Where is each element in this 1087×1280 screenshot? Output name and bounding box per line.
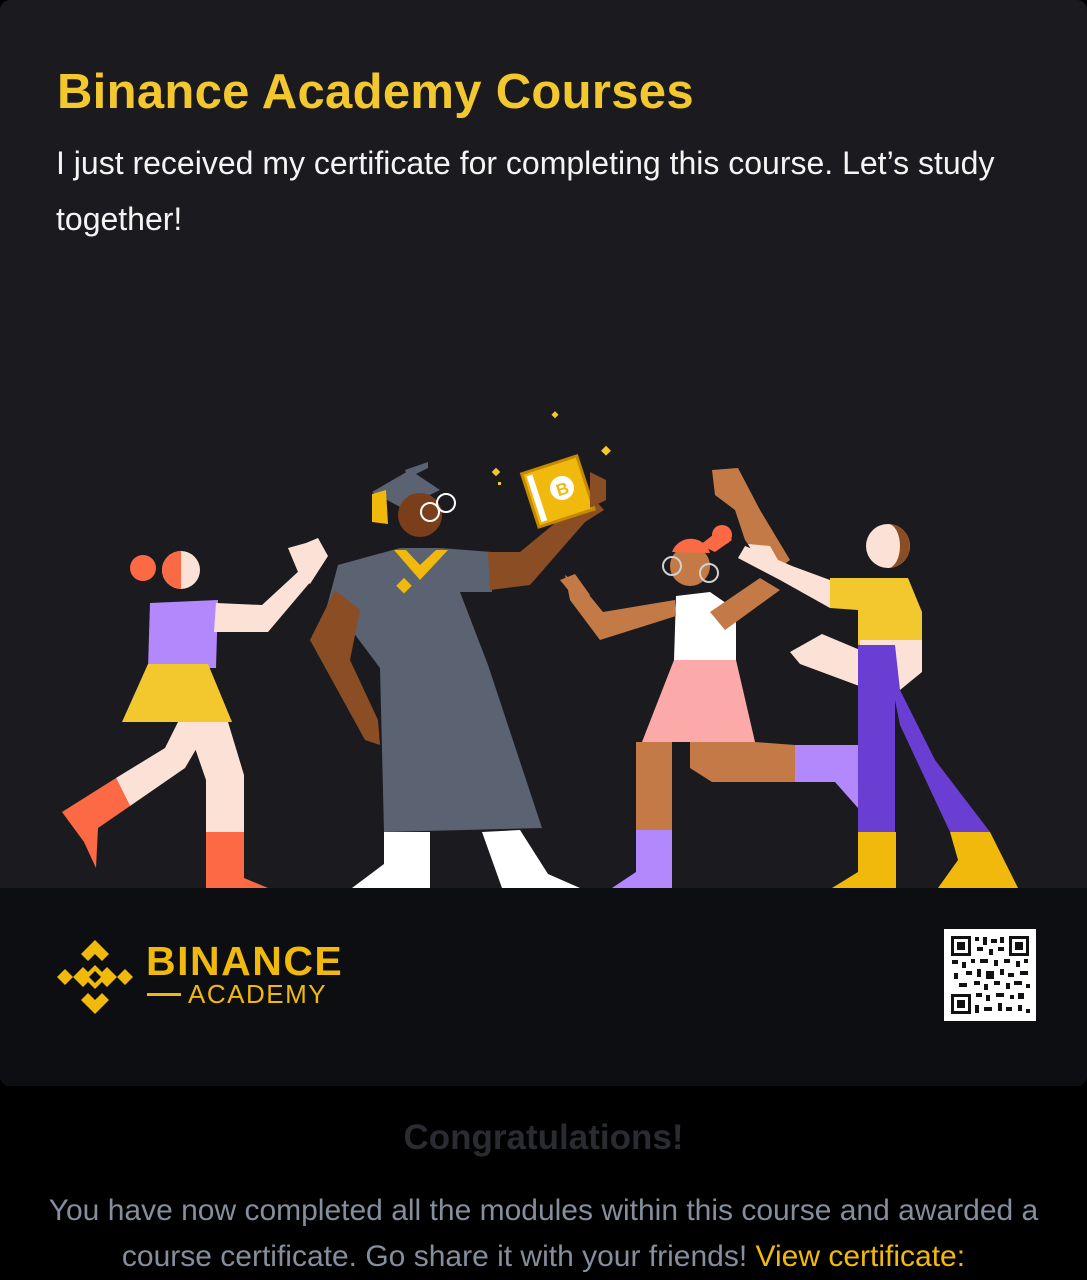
congrats-message xyxy=(0,1188,1087,1280)
figure-girl-left xyxy=(62,538,328,888)
figure-girl-pink-skirt xyxy=(560,468,858,888)
card-title: Binance Academy Courses xyxy=(57,65,694,119)
figure-man-yellow xyxy=(738,524,1018,888)
card-footer xyxy=(0,888,1087,1086)
brand-subtitle: ACADEMY xyxy=(188,979,328,1009)
qr-code-icon xyxy=(944,929,1036,1021)
congrats-body: You have now completed all the modules within this course and awarded a course certificate. Go share it with your friends! xyxy=(48,1194,1039,1273)
figure-graduate xyxy=(310,456,606,888)
brand-name: BINANCE xyxy=(146,938,344,984)
card-message: I just received my certificate for completing this course. Let’s study together! xyxy=(56,145,995,237)
brand-divider xyxy=(147,993,181,996)
celebration-illustration xyxy=(0,400,1087,890)
congrats-heading: Congratulations! xyxy=(403,1118,684,1157)
bitcoin-symbol: B xyxy=(553,478,572,501)
view-certificate-link[interactable]: View certificate: xyxy=(755,1240,966,1273)
binance-logo-icon xyxy=(55,938,135,1016)
